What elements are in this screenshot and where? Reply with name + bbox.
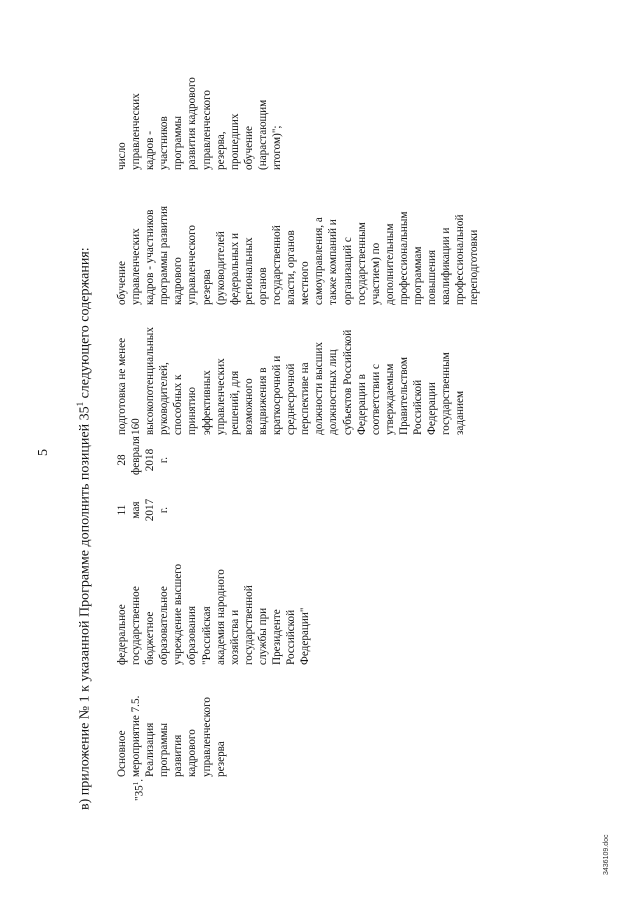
intro-text: в) приложение № 1 к указанной Программе дополнить позицией 35 — [77, 406, 93, 810]
row-number-dot: . — [133, 778, 146, 782]
expected-result-cell: подготовка не менее 160 высокопотенциальных руководителей, способных к принятию эффективных управленческих решений, для возможного выдвижения в краткосрочной и среднесрочной перспективе на должности высших должностных лиц субъектов Российской Федерации в соответствии с утверждаемым Правительством Российской Федерации государственным заданием — [116, 327, 467, 435]
row-number-superscript: 1 — [132, 781, 141, 786]
end-date-cell: 28 февраля 2018 г. — [116, 436, 171, 475]
indicator-cell: число управленческих кадров - участников программы развития кадрового управленческого резерва, прошедших обучение (нарастающим итогом)"; — [116, 77, 284, 170]
page-number: 5 — [36, 449, 51, 456]
executor-cell: федеральное государственное бюджетное образовательное учреждение высшего образования "Российская академия народного хозяйства и государственной службы при Президенте Российской Федерации" — [116, 563, 312, 665]
row-number — [115, 779, 147, 801]
footer-filename: 3436109.doc — [603, 834, 610, 875]
intro-text-end: следующего содержания: — [77, 247, 93, 402]
intro-paragraph — [75, 247, 94, 810]
start-date-cell: 11 мая 2017 г. — [116, 498, 171, 522]
intro-superscript: 1 — [75, 401, 85, 407]
row-number-text: "35 — [133, 785, 146, 801]
event-cell: Основное мероприятие 7.5. Реализация программы развития кадрового управленческого резерва — [116, 695, 227, 777]
directions-cell: обучение управленческих кадров - участников программы развития кадрового управленческого резерва (руководителей федеральных и региональных органов государственной власти, органов местного самоуправления, а также компаний и организаций с государственным участием) по дополнительным профессиональным программам повышения квалификации и профессиональной переподготовки — [116, 205, 481, 305]
